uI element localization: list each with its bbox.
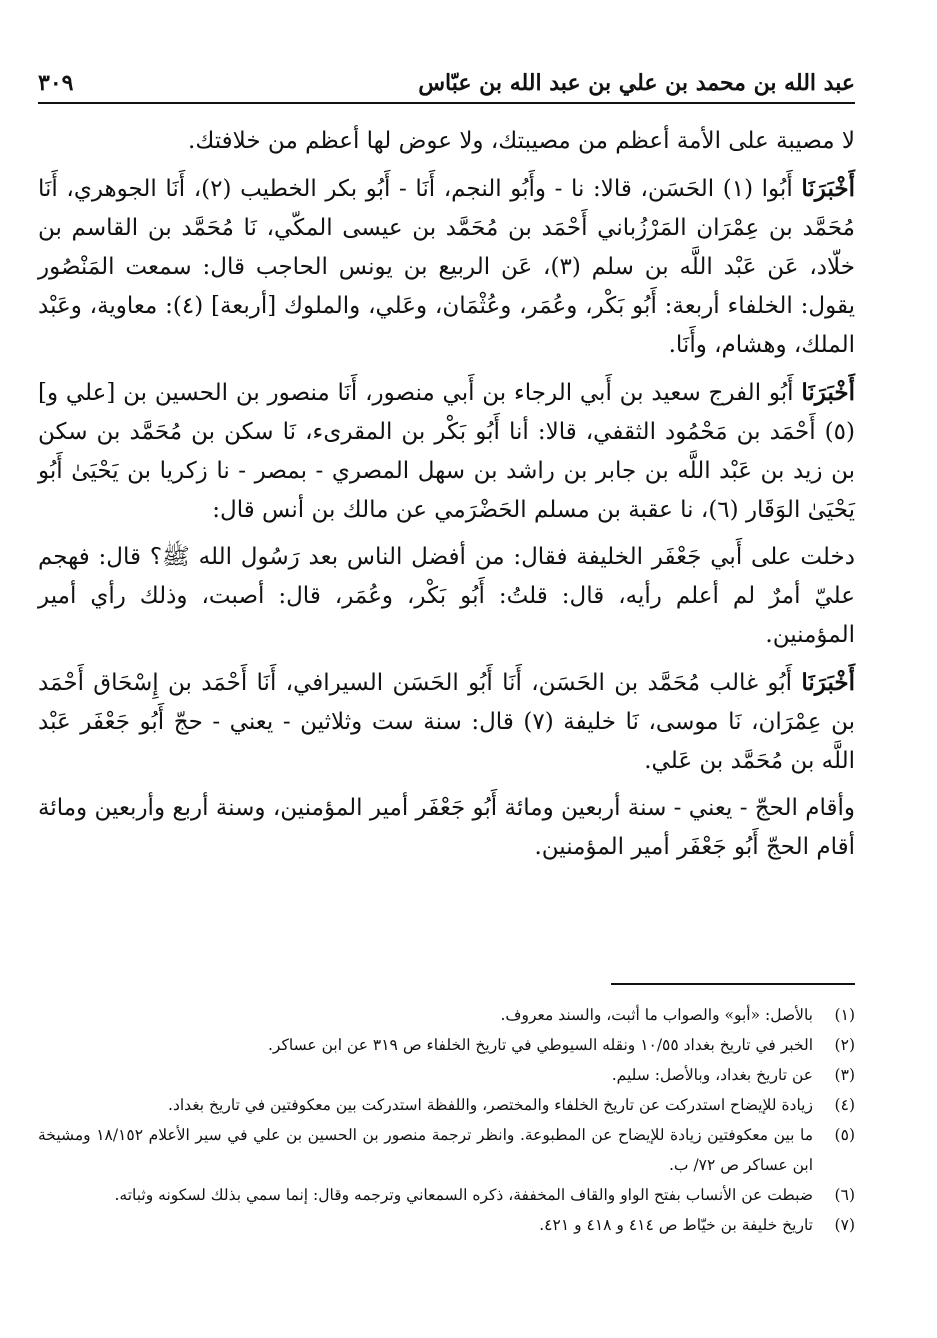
- footnote-number: (٦): [834, 1186, 855, 1204]
- footnote-5: [38, 1120, 855, 1180]
- footnote-3: [38, 1060, 855, 1090]
- footnote-text: زيادة للإيضاح استدركت عن تاريخ الخلفاء والمختصر، واللفظة استدركت بين معكوفتين في تاريخ بغداد.: [168, 1096, 813, 1114]
- page-number: ٣٠٩: [38, 70, 74, 96]
- paragraph-4: [38, 538, 855, 655]
- paragraph-text: لا مصيبة على الأمة أعظم من مصيبتك، ولا عوض لها أعظم من خلافتك.: [188, 128, 855, 154]
- paragraph-text: أَبُو غالب مُحَمَّد بن الحَسَن، أَنَا أَبُو الحَسَن السيرافي، أَنَا أَحْمَد بن إِسْحَاق أَحْمَد بن عِمْرَان، نَا موسى، نَا خليفة (٧) قال: سنة ست وثلاثين - يعني - حجّ أَبُو جَعْفَر عَبْد اللَّه بن مُحَمَّد بن عَلي.: [38, 670, 855, 774]
- footnote-number: (٢): [834, 1036, 855, 1054]
- footnote-text: عن تاريخ بغداد، وبالأصل: سليم.: [611, 1066, 813, 1084]
- footnotes: [38, 1000, 855, 1240]
- paragraph-lead: أَخْبَرَنَا: [801, 175, 855, 202]
- paragraph-1: [38, 122, 855, 161]
- footnote-number: (١): [834, 1006, 855, 1024]
- paragraph-5: [38, 663, 855, 781]
- main-text: [38, 122, 855, 875]
- footnote-7: [38, 1210, 855, 1240]
- footnote-text: الخبر في تاريخ بغداد ١٠/٥٥ ونقله السيوطي في تاريخ الخلفاء ص ٣١٩ عن ابن عساكر.: [268, 1036, 813, 1054]
- footnote-text: بالأصل: «أبو» والصواب ما أثبت، والسند معروف.: [500, 1006, 813, 1024]
- footnote-text: ضبطت عن الأنساب بفتح الواو والقاف المخففة، ذكره السمعاني وترجمه وقال: إنما سمي بذلك لسكونه وثباته.: [114, 1186, 813, 1204]
- paragraph-text: أَبُوا (١) الحَسَن، قالا: نا - وأَبُو النجم، أَنَا - أَبُو بكر الخطيب (٢)، أَنَا الجوهري، أَنَا مُحَمَّد بن عِمْرَان المَرْزُباني أَحْمَد بن مُحَمَّد بن عيسى المكّي، نَا مُحَمَّد بن القاسم بن خلّاد، عَن عَبْد اللَّه بن سلم (٣)، عَن الربيع بن يونس الحاجب قال: سمعت المَنْصُور يقول: الخلفاء أربعة: أَبُو بَكْر، وعُمَر، وعُثْمَان، وعَلي، والملوك [أربعة] (٤): معاوية، وعَبْد الملك، وهشام، وأَنَا.: [38, 176, 855, 358]
- paragraph-lead: أَخْبَرَنَا: [801, 379, 855, 406]
- paragraph-lead: أَخْبَرَنَا: [801, 669, 856, 696]
- running-title: عبد الله بن محمد بن علي بن عبد الله بن عبّاس: [418, 70, 855, 96]
- footnote-text: تاريخ خليفة بن خيّاط ص ٤١٤ و ٤١٨ و ٤٢١.: [539, 1216, 813, 1234]
- paragraph-2: [38, 169, 855, 365]
- footnote-number: (٤): [834, 1096, 855, 1114]
- footnote-2: [38, 1030, 855, 1060]
- footnote-number: (٣): [834, 1066, 855, 1084]
- paragraph-3: [38, 373, 855, 530]
- page-header: [38, 60, 855, 104]
- footnote-number: (٧): [834, 1216, 855, 1234]
- footnote-1: [38, 1000, 855, 1030]
- footnote-text: ما بين معكوفتين زيادة للإيضاح عن المطبوعة. وانظر ترجمة منصور بن الحسين بن علي في سير الأعلام ١٨/١٥٢ ومشيخة ابن عساكر ص ٧٢/ ب.: [38, 1126, 813, 1174]
- paragraph-6: [38, 789, 855, 867]
- footnote-divider: [611, 983, 855, 985]
- paragraph-text: وأقام الحجّ - يعني - سنة أربعين ومائة أَبُو جَعْفَر أمير المؤمنين، وسنة أربع وأربعين ومائة أقام الحجّ أَبُو جَعْفَر أمير المؤمنين.: [38, 795, 855, 860]
- footnote-6: [38, 1180, 855, 1210]
- paragraph-text: دخلت على أَبي جَعْفَر الخليفة فقال: من أفضل الناس بعد رَسُول الله ﷺ؟ قال: فهجم عليّ أمرٌ لم أعلم رأيه، قال: قلتُ: أَبُو بَكْر، وعُمَر، قال: أصبت، وذلك رأي أمير المؤمنين.: [38, 544, 855, 648]
- footnote-4: [38, 1090, 855, 1120]
- footnote-number: (٥): [834, 1126, 855, 1144]
- paragraph-text: أَبُو الفرج سعيد بن أَبي الرجاء بن أَبي منصور، أَنَا منصور بن الحسين بن [علي و] (٥) أَحْمَد بن مَحْمُود الثقفي، قالا: أنا أَبُو بَكْر بن المقرىء، نَا سكن بن مُحَمَّد بن سكن بن زيد بن عَبْد اللَّه بن جابر بن راشد بن سهل المصري - بمصر - نا زكريا بن يَحْيَىٰ أَبُو يَحْيَىٰ الوَقَار (٦)، نا عقبة بن مسلم الحَضْرَمي عن مالك بن أنس قال:: [38, 380, 855, 523]
